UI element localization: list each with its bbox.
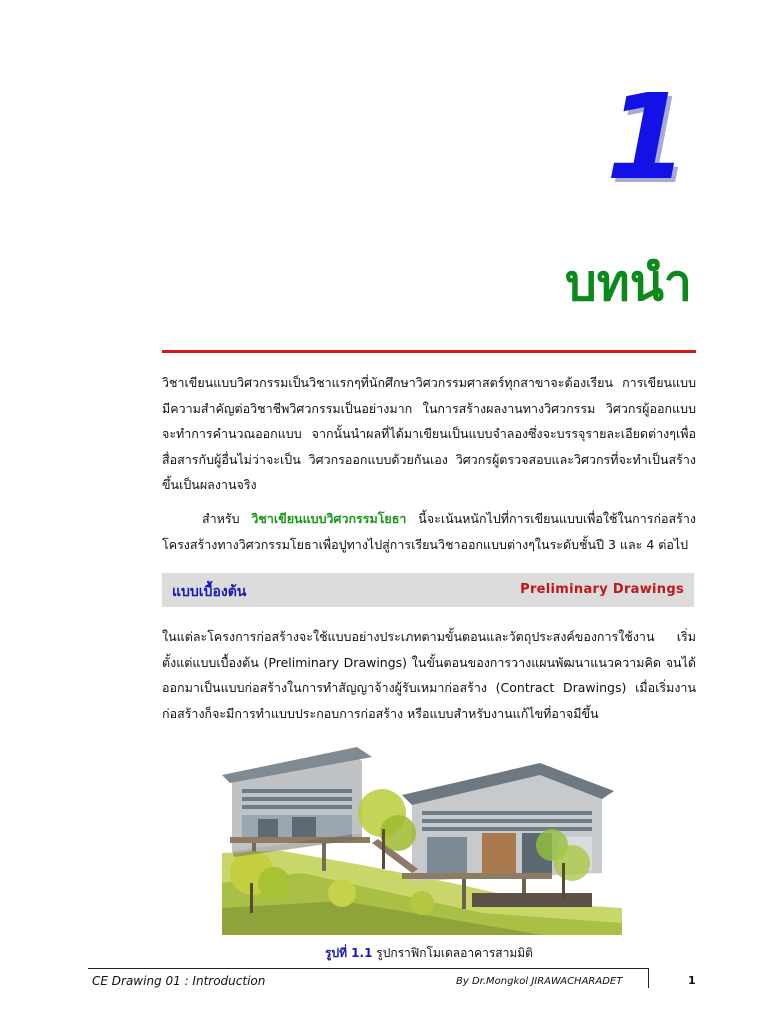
intro-paragraph: วิชาเขียนแบบวิศวกรรมเป็นวิชาแรกๆที่นักศึกษาวิศวกรรมศาสตร์ทุกสาขาจะต้องเรียน การเขียนแบบมีความสำคัญต่อวิชาชีพวิศวกรรมเป็นอย่างมาก ในการสร้างผลงานทางวิศวกรรม วิศวกรผู้ออกแบบจะทำการคำนวณออกแบบ จากนั้นนำผลที่ได้มาเขียนเป็นแบบจำลองซึ่งจะบรรจุรายละเอียดต่างๆเพื่อสื่อสารกับผู้อื่นไม่ว่าจะเป็น วิศวกรออกแบบด้วยกันเอง วิศวกรผู้ตรวจสอบและวิศวกรที่จะทำเป็นสร้างขึ้นเป็นผลงานจริง	[162, 375, 696, 492]
section-header	[162, 573, 694, 607]
paragraph-suffix: นี้จะเน้นหนักไปที่การเขียนแบบเพื่อใช้ในการก่อสร้างโครงสร้างทางวิศวกรรมโยธาเพื่อปูทางไปสู่การเรียนวิชาออกแบบต่างๆในระดับชั้นปี 3 และ 4 ต่อไป	[162, 511, 697, 552]
course-name-emphasis: วิชาเขียนแบบวิศวกรรมโยธา	[251, 511, 407, 526]
chapter-number: 1	[605, 68, 688, 206]
footer-author: By Dr.Mongkol JIRAWACHARADET	[456, 976, 623, 987]
figure-caption	[162, 944, 696, 963]
footer-divider	[88, 968, 648, 969]
section-title-thai: แบบเบื้องต้น	[172, 584, 247, 600]
intro-paragraph-2	[162, 506, 696, 557]
building-3d-model-image	[222, 733, 622, 935]
footer-vertical-divider	[648, 968, 649, 988]
caption-text: รูปกราฟิกโมเดลอาคารสามมิติ	[372, 946, 533, 960]
title-divider	[162, 350, 696, 353]
footer-course: CE Drawing 01 : Introduction	[92, 974, 266, 988]
chapter-title: บทนำ	[565, 254, 692, 312]
caption-label: รูปที่ 1.1	[325, 946, 373, 960]
paragraph-prefix: สำหรับ	[202, 511, 252, 526]
section-paragraph: ในแต่ละโครงการก่อสร้างจะใช้แบบอย่างประเภทตามขั้นตอนและวัตถุประสงค์ของการใช้งาน เริ่มตั้งแต่แบบเบื้องต้น (Preliminary Drawings) ในขั้นตอนของการวางแผนพัฒนาแนวความคิด จนได้ออกมาเป็นแบบก่อสร้างในการทำสัญญาจ้างผู้รับเหมาก่อสร้าง (Contract Drawings) เมื่อเริ่มงานก่อสร้างก็จะมีการทำแบบประกอบการก่อสร้าง หรือแบบสำหรับงานแก้ไขที่อาจมีขึ้น	[162, 629, 696, 721]
page-number: 1	[688, 974, 696, 987]
section-title-english: Preliminary Drawings	[520, 582, 684, 597]
